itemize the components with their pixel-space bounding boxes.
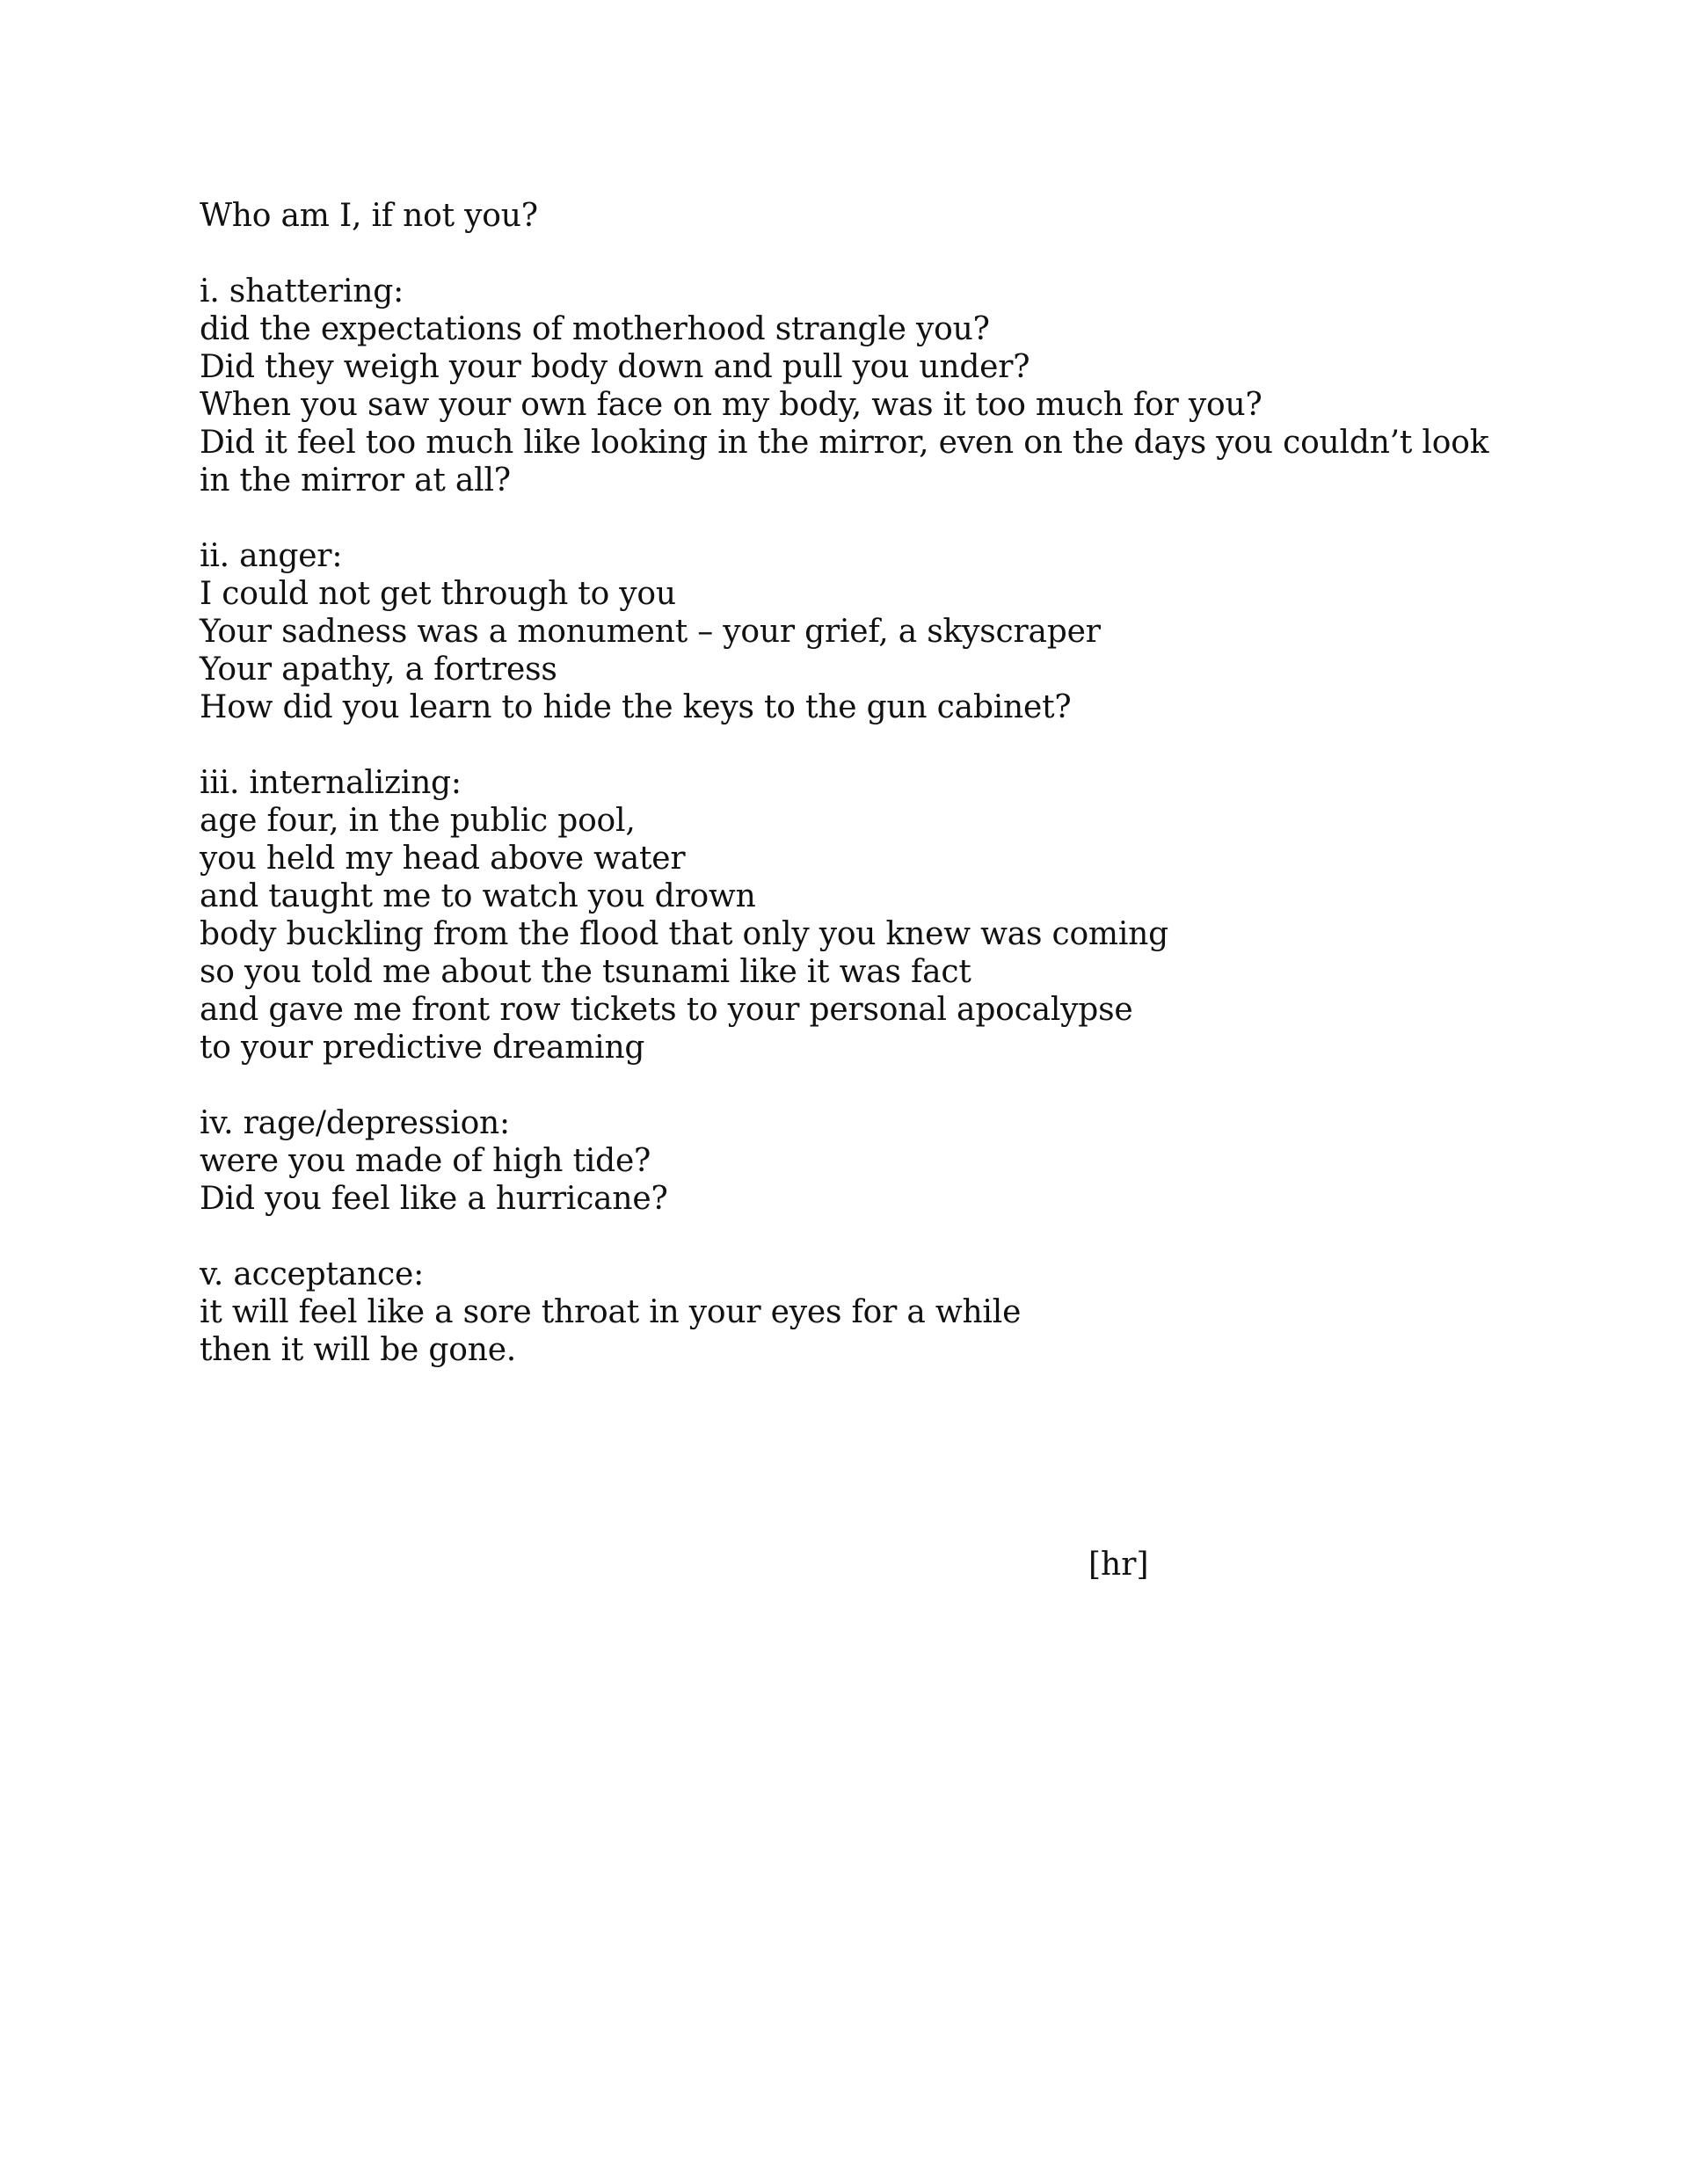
poem-line: and taught me to watch you drown [200, 878, 756, 914]
poem-line: Did you feel like a hurricane? [200, 1181, 668, 1217]
poem-line: body buckling from the flood that only you knew was coming [200, 916, 1169, 952]
section-acceptance [200, 1256, 1510, 1369]
poem-title: Who am I, if not you? [200, 198, 538, 234]
poem-body [200, 197, 1510, 1369]
poem-line: you held my head above water [200, 841, 686, 877]
section-heading: iii. internalizing: [200, 765, 462, 801]
section-anger [200, 537, 1510, 726]
section-heading: iv. rage/depression: [200, 1105, 510, 1141]
poem-line: Your apathy, a fortress [200, 652, 557, 688]
poem-line: When you saw your own face on my body, was it too much for you? [200, 387, 1262, 423]
poem-line: it will feel like a sore throat in your eyes for a while [200, 1294, 1022, 1330]
poem-line: Your sadness was a monument – your grief, a skyscraper [200, 614, 1101, 650]
poem-line: How did you learn to hide the keys to the gun cabinet? [200, 689, 1072, 725]
poem-line: and gave me front row tickets to your personal apocalypse [200, 992, 1133, 1028]
poem-line: to your predictive dreaming [200, 1030, 645, 1066]
section-shattering [200, 273, 1510, 499]
section-heading: v. acceptance: [200, 1256, 425, 1292]
poem-line: I could not get through to you [200, 576, 676, 612]
section-heading: i. shattering: [200, 273, 404, 309]
author-signature: [hr] [1088, 1547, 1149, 1583]
poem-line: did the expectations of motherhood strangle you? [200, 311, 990, 347]
poem-line: were you made of high tide? [200, 1143, 651, 1179]
poem-line: Did it feel too much like looking in the mirror, even on the days you couldn’t look in the mirror at all? [200, 425, 1489, 499]
poem-line: then it will be gone. [200, 1332, 517, 1368]
poem-line: Did they weigh your body down and pull you under? [200, 349, 1030, 385]
poem-line: so you told me about the tsunami like it was fact [200, 954, 971, 990]
section-rage-depression [200, 1104, 1510, 1218]
poem-line: age four, in the public pool, [200, 803, 636, 839]
section-heading: ii. anger: [200, 538, 343, 574]
section-internalizing [200, 764, 1510, 1067]
